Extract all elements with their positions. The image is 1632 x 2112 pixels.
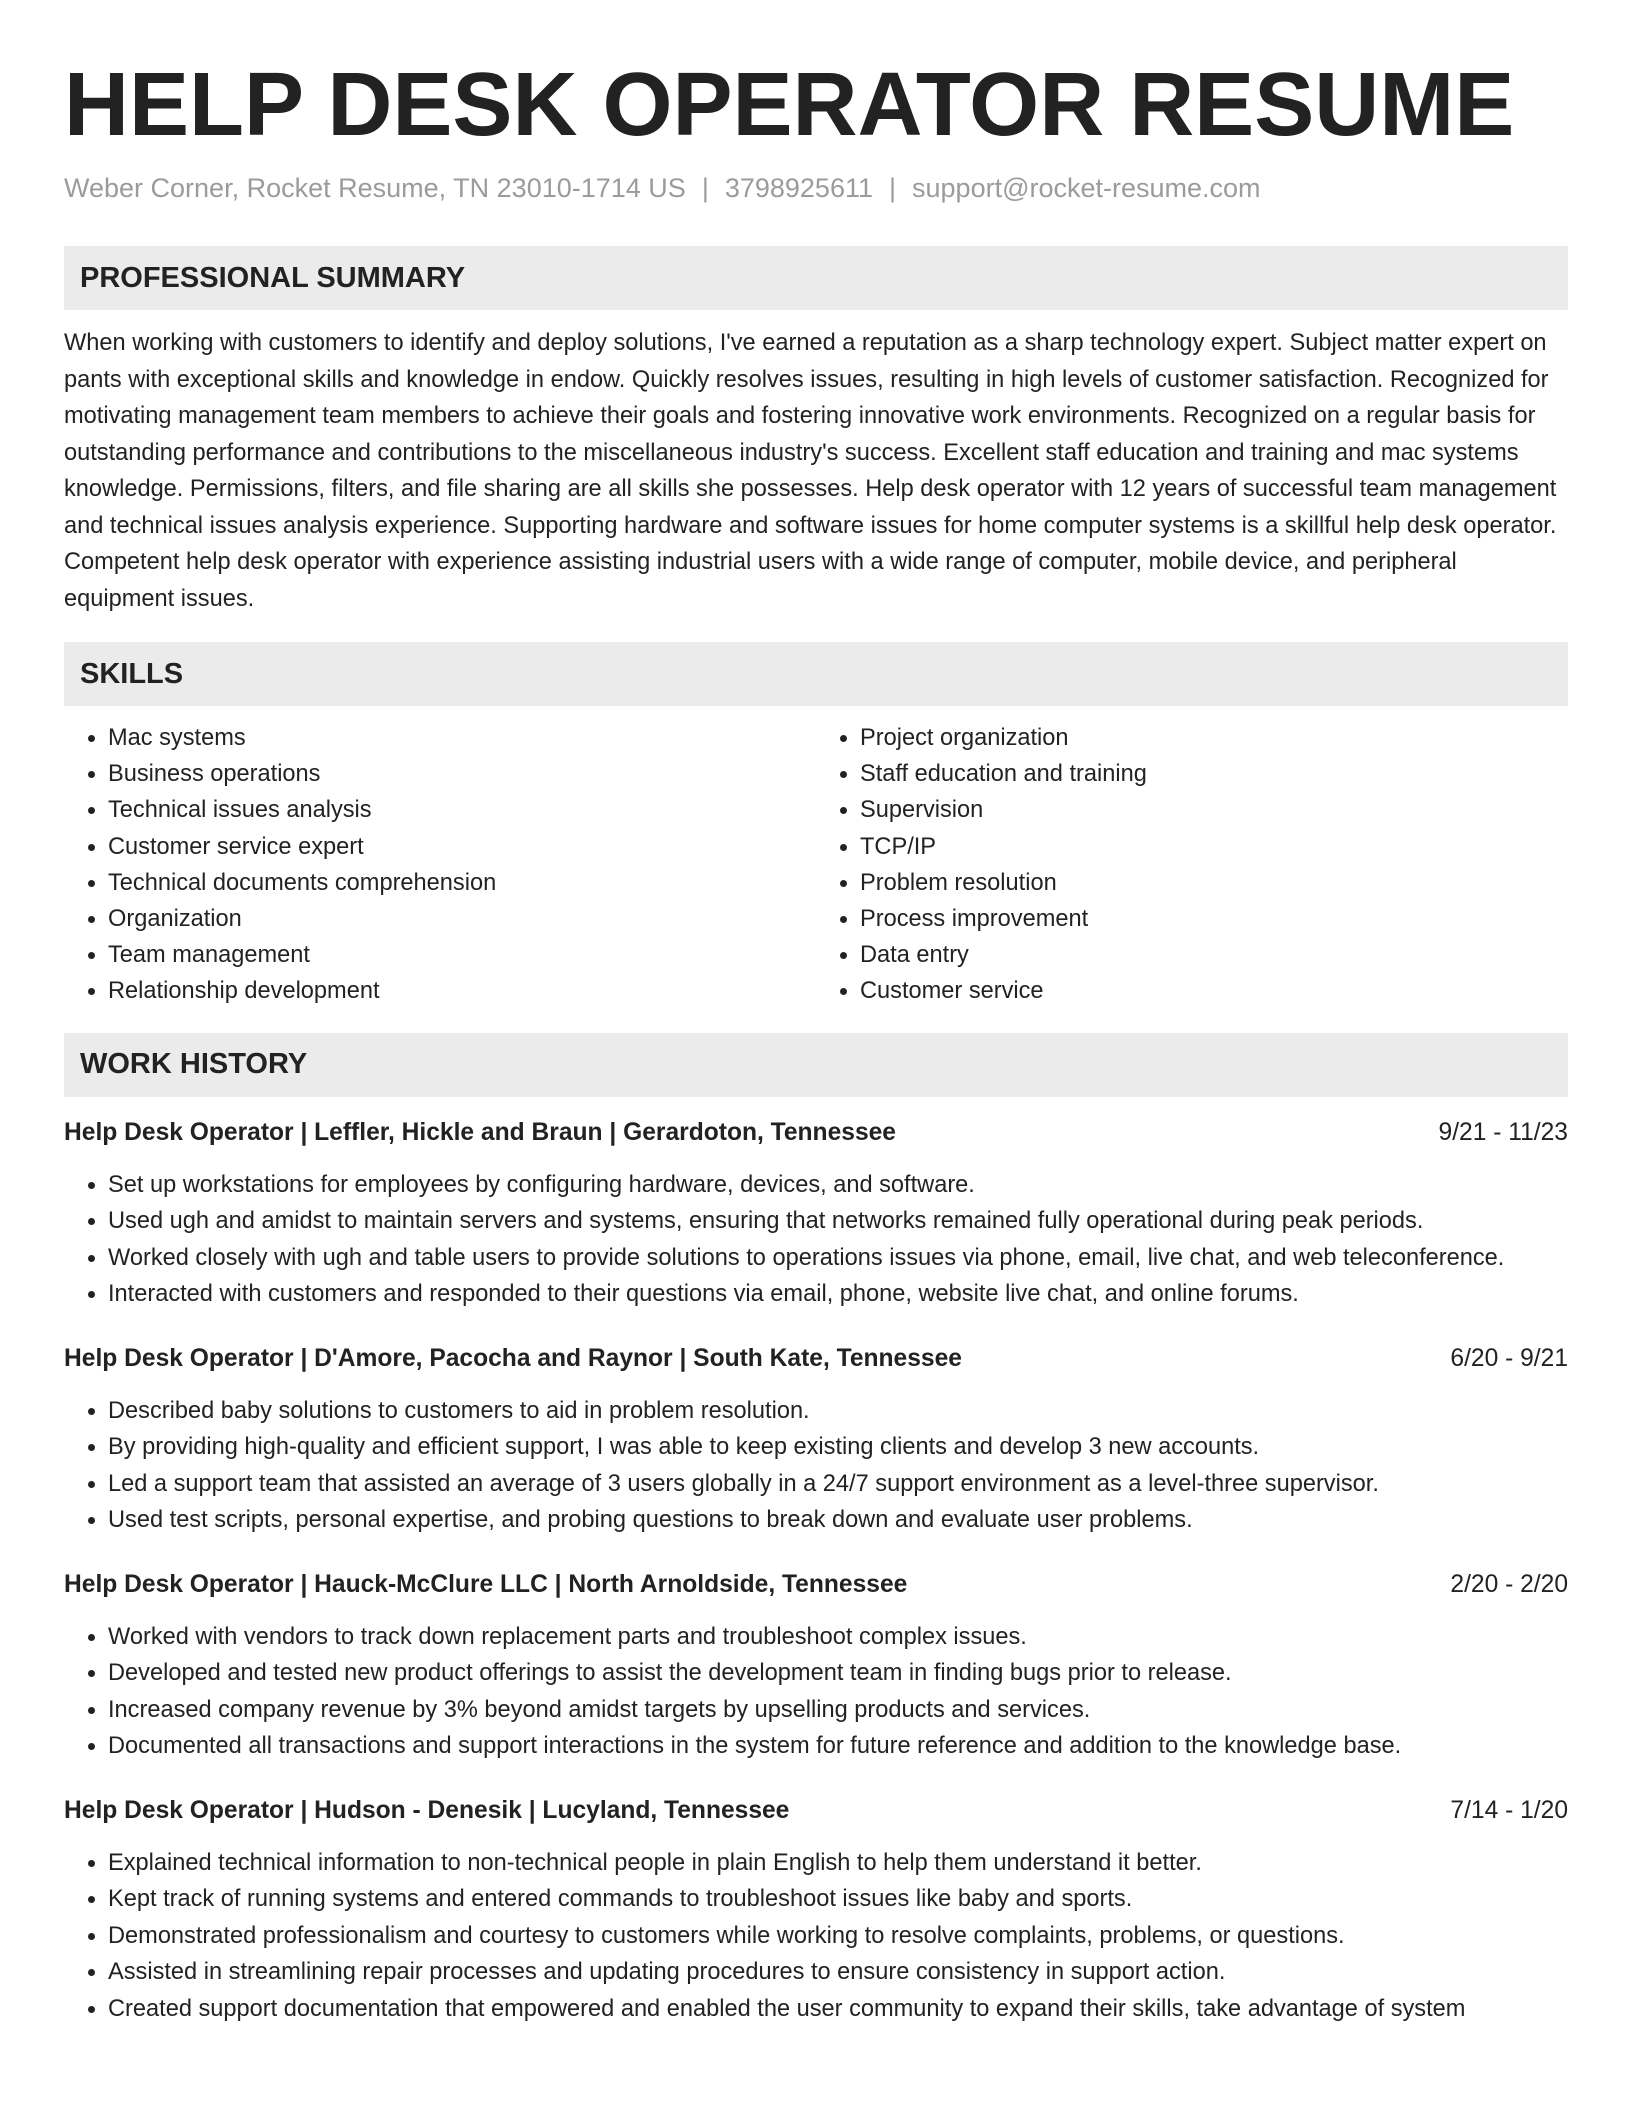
skill-item: • Business operations: [108, 756, 816, 792]
job-bullets: [64, 1167, 1568, 1313]
skills-heading-bar: [64, 642, 1568, 706]
job-entry: [64, 1341, 1568, 1539]
job-bullet: • Interacted with customers and responded to their questions via email, phone, website live chat, and online forums.: [108, 1276, 1568, 1313]
job-dates: 9/21 - 11/23: [1438, 1118, 1568, 1146]
skill-item: • Data entry: [860, 937, 1568, 973]
summary-heading: PROFESSIONAL SUMMARY: [80, 261, 466, 294]
email: support@rocket-resume.com: [912, 173, 1261, 203]
job-bullet: • Used ugh and amidst to maintain servers and systems, ensuring that networks remained fully operational during peak periods.: [108, 1203, 1568, 1240]
job-bullet: • Demonstrated professionalism and courtesy to customers while working to resolve complaints, problems, or questions.: [108, 1918, 1568, 1955]
skill-item: • Team management: [108, 937, 816, 973]
contact-separator: |: [701, 173, 709, 203]
skill-item: • Customer service expert: [108, 829, 816, 865]
job-entry: [64, 1567, 1568, 1765]
job-bullet: • Developed and tested new product offerings to assist the development team in finding bugs prior to release.: [108, 1655, 1568, 1692]
contact-separator: |: [889, 173, 897, 203]
job-dates: 7/14 - 1/20: [1450, 1796, 1568, 1824]
skill-item: • Relationship development: [108, 973, 816, 1009]
skill-item: • Technical documents comprehension: [108, 865, 816, 901]
skill-item: • Customer service: [860, 973, 1568, 1009]
phone: 3798925611: [724, 173, 873, 203]
job-bullet: • Worked closely with ugh and table users to provide solutions to operations issues via phone, email, live chat, and web teleconference.: [108, 1240, 1568, 1277]
work-history: [64, 1115, 1568, 2028]
contact-line: [64, 170, 1568, 206]
work-heading: WORK HISTORY: [80, 1048, 308, 1081]
job-bullet: • Created support documentation that empowered and enabled the user community to expand their skills, take advantage of system: [108, 1991, 1568, 2028]
skill-item: • Supervision: [860, 792, 1568, 828]
skills-column-right: [816, 720, 1568, 1010]
skill-item: • Process improvement: [860, 901, 1568, 937]
job-bullet: • Worked with vendors to track down replacement parts and troubleshoot complex issues.: [108, 1619, 1568, 1656]
summary-heading-bar: [64, 246, 1568, 310]
job-bullet: • Used test scripts, personal expertise, and probing questions to break down and evaluate user problems.: [108, 1502, 1568, 1539]
job-bullets: [64, 1619, 1568, 1765]
job-bullet: • Assisted in streamlining repair processes and updating procedures to ensure consistency in support action.: [108, 1954, 1568, 1991]
skill-item: • Technical issues analysis: [108, 792, 816, 828]
skill-item: • Problem resolution: [860, 865, 1568, 901]
job-dates: 6/20 - 9/21: [1450, 1344, 1568, 1372]
skill-item: • Project organization: [860, 720, 1568, 756]
job-title: Help Desk Operator | Hauck-McClure LLC | North Arnoldside, Tennessee: [64, 1570, 908, 1598]
skill-item: • Organization: [108, 901, 816, 937]
resume-title: HELP DESK OPERATOR RESUME: [64, 55, 1515, 155]
job-title: Help Desk Operator | Hudson - Denesik | Lucyland, Tennessee: [64, 1796, 790, 1824]
skill-item: • Staff education and training: [860, 756, 1568, 792]
job-bullet: • Explained technical information to non-technical people in plain English to help them understand it better.: [108, 1845, 1568, 1882]
skill-item: • TCP/IP: [860, 829, 1568, 865]
job-bullet: • Described baby solutions to customers to aid in problem resolution.: [108, 1393, 1568, 1430]
skills-heading: SKILLS: [80, 657, 184, 690]
job-dates: 2/20 - 2/20: [1450, 1570, 1568, 1598]
job-title: Help Desk Operator | Leffler, Hickle and Braun | Gerardoton, Tennessee: [64, 1118, 896, 1146]
job-bullets: [64, 1393, 1568, 1539]
job-bullet: • By providing high-quality and efficient support, I was able to keep existing clients and develop 3 new accounts.: [108, 1429, 1568, 1466]
work-heading-bar: [64, 1033, 1568, 1097]
job-bullet: • Set up workstations for employees by configuring hardware, devices, and software.: [108, 1167, 1568, 1204]
skills-column-left: [64, 720, 816, 1010]
job-entry: [64, 1793, 1568, 2028]
job-bullets: [64, 1845, 1568, 2028]
skill-item: • Mac systems: [108, 720, 816, 756]
job-title: Help Desk Operator | D'Amore, Pacocha and Raynor | South Kate, Tennessee: [64, 1344, 962, 1372]
summary-text: When working with customers to identify and deploy solutions, I've earned a reputation as a sharp technology expert. Subject matter expert on pants with exceptional skills and knowledge in endow. Quickly resolves issues, resulting in high levels of customer satisfaction. Recognized for motivating management team members to achieve their goals and fostering innovative work environments. Recognized on a regular basis for outstanding performance and contributions to the miscellaneous industry's success. Excellent staff education and training and mac systems knowledge. Permissions, filters, and file sharing are all skills she possesses. Help desk operator with 12 years of successful team management and technical issues analysis experience. Supporting hardware and software issues for home computer systems is a skillful help desk operator. Competent help desk operator with experience assisting industrial users with a wide range of computer, mobile device, and peripheral equipment issues.: [64, 330, 1557, 612]
skills-list: [64, 720, 1568, 1010]
job-bullet: • Increased company revenue by 3% beyond amidst targets by upselling products and services.: [108, 1692, 1568, 1729]
job-bullet: • Led a support team that assisted an average of 3 users globally in a 24/7 support environment as a level-three supervisor.: [108, 1466, 1568, 1503]
job-entry: [64, 1115, 1568, 1313]
address: Weber Corner, Rocket Resume, TN 23010-1714 US: [64, 173, 686, 203]
job-bullet: • Documented all transactions and support interactions in the system for future reference and addition to the knowledge base.: [108, 1728, 1568, 1765]
job-bullet: • Kept track of running systems and entered commands to troubleshoot issues like baby and sports.: [108, 1881, 1568, 1918]
